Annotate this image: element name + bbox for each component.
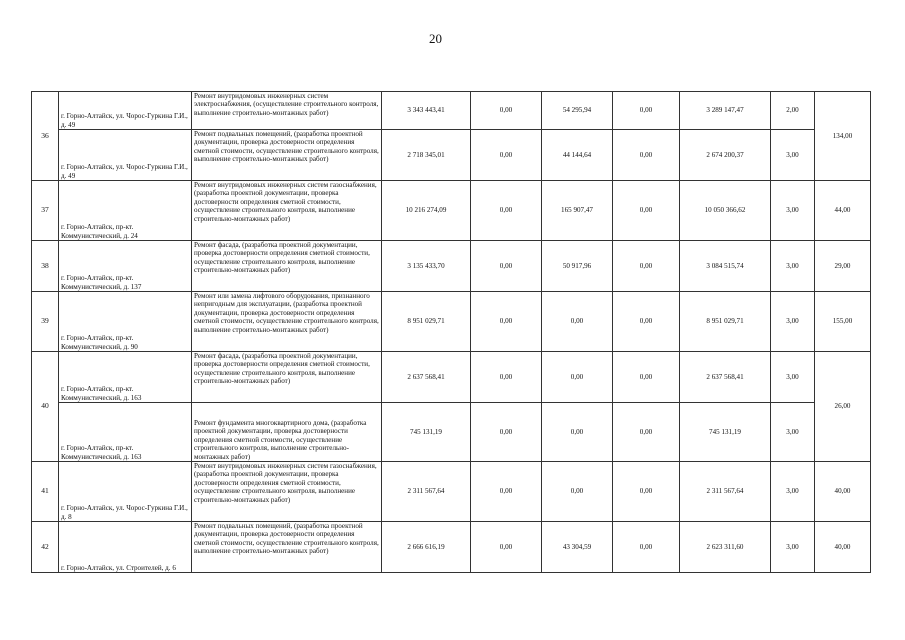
total-cost-cell: 3 343 443,41: [382, 92, 471, 130]
row-number: 42: [32, 522, 59, 573]
value-cell: 0,00: [613, 130, 680, 181]
last-column-cell: 40,00: [815, 522, 871, 573]
value-cell: 0,00: [613, 292, 680, 352]
percent-cell: 3,00: [771, 352, 815, 403]
table-row: [32, 352, 871, 403]
value-cell: 54 295,94: [542, 92, 613, 130]
value-cell: 0,00: [613, 462, 680, 522]
value-cell: 0,00: [471, 130, 542, 181]
total-cost-cell: 2 311 567,64: [382, 462, 471, 522]
table-row: [32, 292, 871, 352]
total-cost-cell: 2 666 616,19: [382, 522, 471, 573]
value-cell: 2 674 200,37: [680, 130, 771, 181]
value-cell: 0,00: [471, 292, 542, 352]
row-number: 36: [32, 92, 59, 181]
address-cell: г. Горно-Алтайск, пр-кт. Коммунистический, д. 137: [59, 241, 192, 292]
address-cell: г. Горно-Алтайск, пр-кт. Коммунистический, д. 90: [59, 292, 192, 352]
percent-cell: 3,00: [771, 403, 815, 462]
last-column-cell: 44,00: [815, 181, 871, 241]
value-cell: 0,00: [542, 352, 613, 403]
address-cell: г. Горно-Алтайск, ул. Чорос-Гуркина Г.И., д. 8: [59, 462, 192, 522]
value-cell: 0,00: [471, 181, 542, 241]
value-cell: 0,00: [613, 92, 680, 130]
value-cell: 0,00: [471, 241, 542, 292]
value-cell: 0,00: [542, 403, 613, 462]
last-column-cell: 26,00: [815, 352, 871, 462]
value-cell: 0,00: [613, 241, 680, 292]
percent-cell: 3,00: [771, 181, 815, 241]
value-cell: 0,00: [471, 92, 542, 130]
value-cell: 2 311 567,64: [680, 462, 771, 522]
total-cost-cell: 3 135 433,70: [382, 241, 471, 292]
repair-program-table: [31, 91, 871, 573]
row-number: 41: [32, 462, 59, 522]
percent-cell: 3,00: [771, 241, 815, 292]
table-row: [32, 181, 871, 241]
value-cell: 0,00: [471, 462, 542, 522]
work-description-cell: Ремонт внутридомовых инженерных систем газоснабжения, (разработка проектной документации, проверка достоверности определения сметной стоимости, осуществление строительного контроля, выполнение строительно-монтажных работ): [192, 181, 382, 241]
total-cost-cell: 8 951 029,71: [382, 292, 471, 352]
percent-cell: 3,00: [771, 522, 815, 573]
table-row: [32, 462, 871, 522]
table-row: [32, 130, 871, 181]
table-row: [32, 92, 871, 130]
value-cell: 0,00: [613, 403, 680, 462]
total-cost-cell: 2 637 568,41: [382, 352, 471, 403]
last-column-cell: 29,00: [815, 241, 871, 292]
percent-cell: 3,00: [771, 462, 815, 522]
value-cell: 43 304,59: [542, 522, 613, 573]
value-cell: 8 951 029,71: [680, 292, 771, 352]
address-cell: г. Горно-Алтайск, ул. Строителей, д. 6: [59, 522, 192, 573]
last-column-cell: 155,00: [815, 292, 871, 352]
page-number: 20: [429, 31, 442, 46]
work-description-cell: Ремонт фасада, (разработка проектной документации, проверка достоверности определения сметной стоимости, осуществление строительного контроля, выполнение строительно-монтажных работ): [192, 241, 382, 292]
work-description-cell: Ремонт фасада, (разработка проектной документации, проверка достоверности определения сметной стоимости, осуществление строительного контроля, выполнение строительно-монтажных работ): [192, 352, 382, 403]
value-cell: 44 144,64: [542, 130, 613, 181]
value-cell: 0,00: [613, 181, 680, 241]
total-cost-cell: 10 216 274,09: [382, 181, 471, 241]
address-cell: г. Горно-Алтайск, пр-кт. Коммунистический, д. 24: [59, 181, 192, 241]
table-row: [32, 403, 871, 462]
total-cost-cell: 2 718 345,01: [382, 130, 471, 181]
work-description-cell: Ремонт или замена лифтового оборудования, признанного непригодным для эксплуатации, (разработка проектной документации, проверка достоверности определения сметной стоимости, осуществление строительного контроля, выполнение строительно-монтажных работ): [192, 292, 382, 352]
percent-cell: 3,00: [771, 130, 815, 181]
value-cell: 0,00: [471, 403, 542, 462]
value-cell: 165 907,47: [542, 181, 613, 241]
work-description-cell: Ремонт подвальных помещений, (разработка проектной документации, проверка достоверности определения сметной стоимости, осуществление строительного контроля, выполнение строительно-монтажных работ): [192, 130, 382, 181]
value-cell: 0,00: [471, 522, 542, 573]
last-column-cell: 40,00: [815, 462, 871, 522]
last-column-cell: 134,00: [815, 92, 871, 181]
work-description-cell: Ремонт внутридомовых инженерных систем газоснабжения, (разработка проектной документации, проверка достоверности определения сметной стоимости, осуществление строительного контроля, выполнение строительно-монтажных работ): [192, 462, 382, 522]
value-cell: 3 289 147,47: [680, 92, 771, 130]
percent-cell: 2,00: [771, 92, 815, 130]
value-cell: 2 623 311,60: [680, 522, 771, 573]
value-cell: 0,00: [471, 352, 542, 403]
value-cell: 0,00: [542, 462, 613, 522]
row-number: 37: [32, 181, 59, 241]
table-row: [32, 241, 871, 292]
value-cell: 2 637 568,41: [680, 352, 771, 403]
value-cell: 745 131,19: [680, 403, 771, 462]
table-row: [32, 522, 871, 573]
address-cell: г. Горно-Алтайск, ул. Чорос-Гуркина Г.И., д. 49: [59, 92, 192, 130]
address-cell: г. Горно-Алтайск, пр-кт. Коммунистический, д. 163: [59, 403, 192, 462]
work-description-cell: Ремонт подвальных помещений, (разработка проектной документации, проверка достоверности определения сметной стоимости, осуществление строительного контроля, выполнение строительно-монтажных работ): [192, 522, 382, 573]
row-number: 40: [32, 352, 59, 462]
work-description-cell: Ремонт фундамента многоквартирного дома, (разработка проектной документации, проверка достоверности определения сметной стоимости, осуществление строительного контроля, выполнение строительно-монтажных работ): [192, 403, 382, 462]
percent-cell: 3,00: [771, 292, 815, 352]
value-cell: 50 917,96: [542, 241, 613, 292]
value-cell: 0,00: [542, 292, 613, 352]
value-cell: 3 084 515,74: [680, 241, 771, 292]
total-cost-cell: 745 131,19: [382, 403, 471, 462]
address-cell: г. Горно-Алтайск, ул. Чорос-Гуркина Г.И., д. 49: [59, 130, 192, 181]
address-cell: г. Горно-Алтайск, пр-кт. Коммунистический, д. 163: [59, 352, 192, 403]
row-number: 38: [32, 241, 59, 292]
value-cell: 10 050 366,62: [680, 181, 771, 241]
row-number: 39: [32, 292, 59, 352]
work-description-cell: Ремонт внутридомовых инженерных систем электроснабжения, (осуществление строительного контроля, выполнение строительно-монтажных работ): [192, 92, 382, 130]
value-cell: 0,00: [613, 352, 680, 403]
value-cell: 0,00: [613, 522, 680, 573]
